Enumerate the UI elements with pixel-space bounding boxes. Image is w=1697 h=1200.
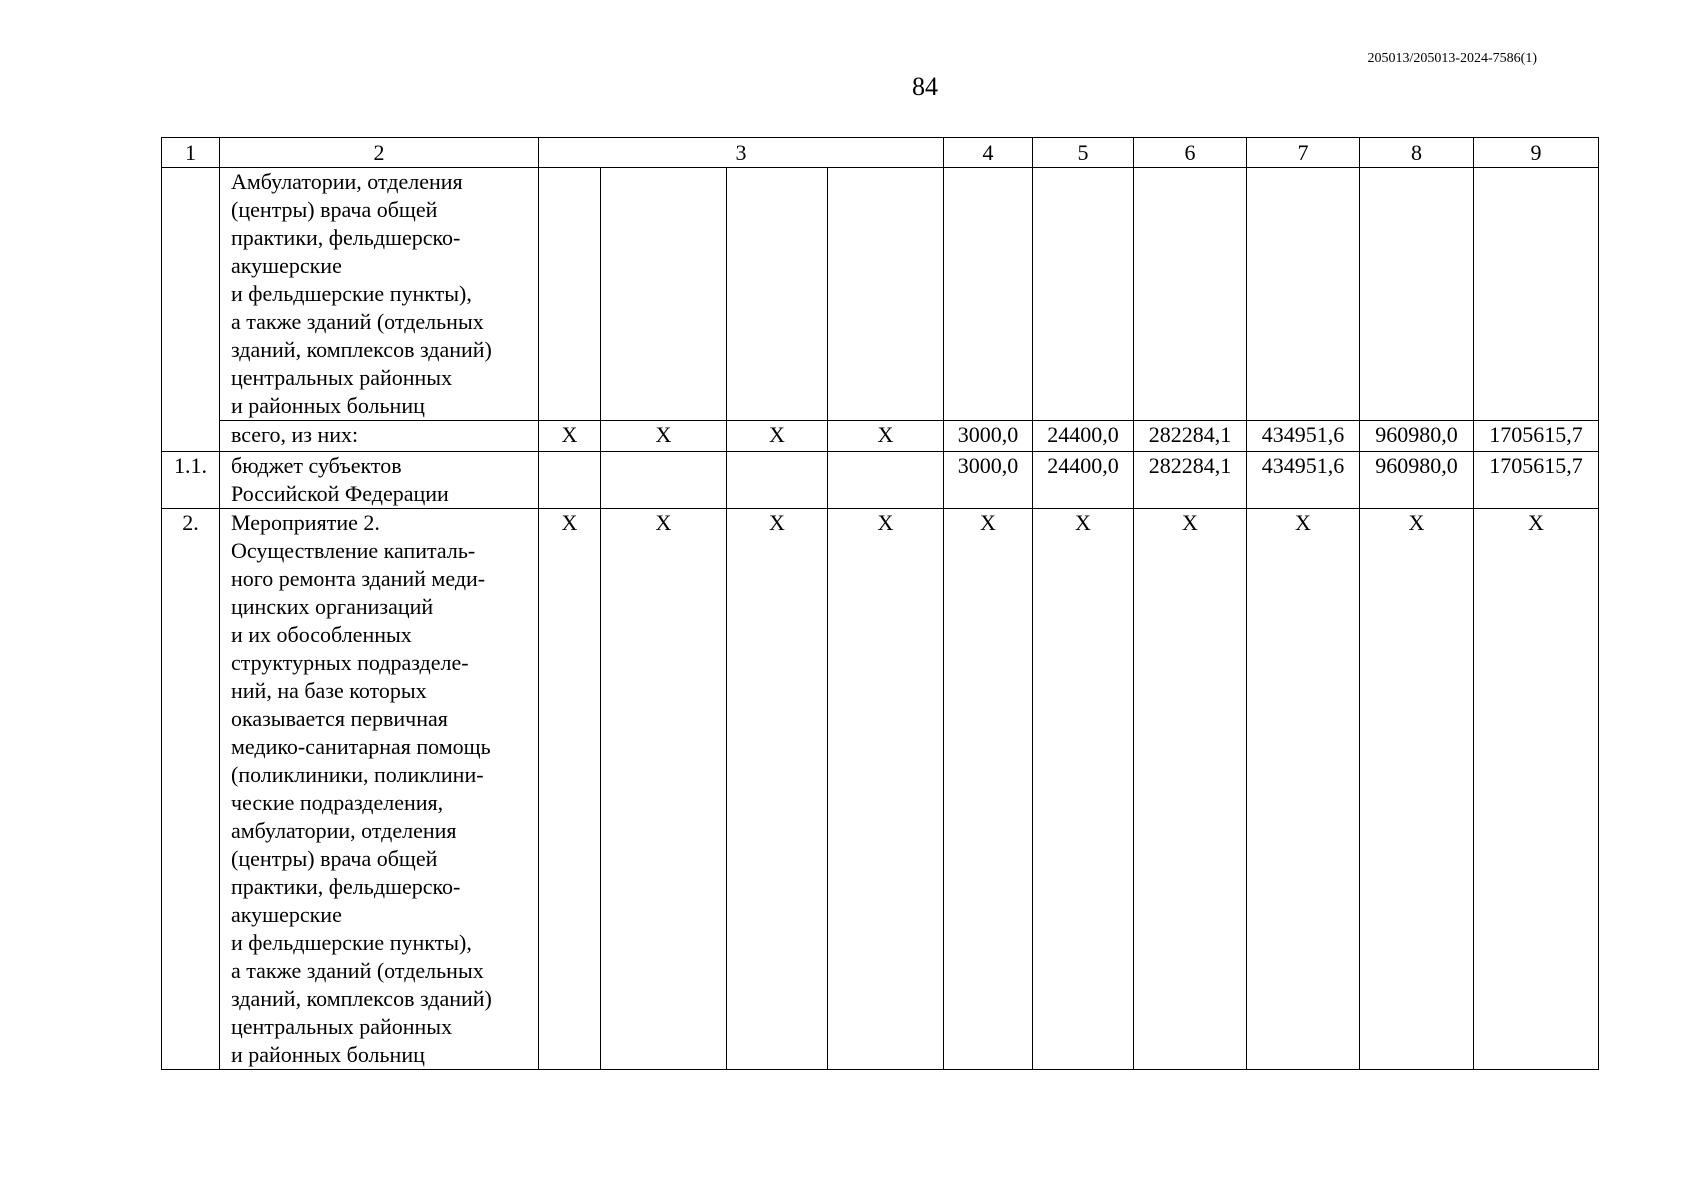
empty-cell (727, 168, 828, 421)
text-line: практики, фельдшерско- (231, 225, 461, 250)
text-line: и фельдшерские пункты), (231, 281, 472, 306)
empty-cell (1360, 168, 1474, 421)
text-line: ний, на базе которых (231, 678, 427, 703)
document-id: 205013/205013-2024-7586(1) (1367, 51, 1537, 66)
text-line: и районных больниц (231, 393, 425, 418)
x-cell: Х (828, 509, 944, 1070)
page-number: 84 (912, 72, 938, 101)
text-line: Амбулатории, отделения (231, 169, 463, 194)
x-cell: Х (1134, 509, 1247, 1070)
x-cell: Х (727, 421, 828, 452)
value-cell: 3000,0 (944, 421, 1033, 452)
text-line: и районных больниц (231, 1042, 425, 1067)
empty-cell (1247, 168, 1360, 421)
total-label: всего, из них: (220, 421, 539, 452)
text-line: а также зданий (отдельных (231, 309, 484, 334)
empty-cell (944, 168, 1033, 421)
text-line: и фельдшерские пункты), (231, 930, 472, 955)
column-header: 5 (1033, 138, 1134, 168)
x-cell: Х (1360, 509, 1474, 1070)
text-line: акушерские (231, 253, 342, 278)
text-line: и их обособленных (231, 622, 412, 647)
text-line: бюджет субъектов (231, 453, 402, 478)
table-row (162, 509, 1599, 1070)
empty-cell (828, 168, 944, 421)
value-cell: 1705615,7 (1474, 452, 1599, 509)
value-cell: 24400,0 (1033, 452, 1134, 509)
x-cell: Х (828, 421, 944, 452)
empty-cell (539, 168, 601, 421)
empty-cell (828, 452, 944, 509)
text-line: Российской Федерации (231, 481, 449, 506)
text-line: Мероприятие 2. (231, 510, 380, 535)
x-cell: Х (539, 421, 601, 452)
text-line: зданий, комплексов зданий) (231, 337, 492, 362)
text-line: Осуществление капиталь- (231, 538, 476, 563)
text-line: практики, фельдшерско- (231, 874, 461, 899)
text-line: центральных районных (231, 365, 453, 390)
x-cell: Х (944, 509, 1033, 1070)
value-cell: 434951,6 (1247, 421, 1360, 452)
column-header: 4 (944, 138, 1033, 168)
value-cell: 282284,1 (1134, 452, 1247, 509)
x-cell: Х (1033, 509, 1134, 1070)
text-line: (центры) врача общей (231, 197, 438, 222)
funding-table (161, 137, 1599, 1070)
value-cell: 282284,1 (1134, 421, 1247, 452)
text-line: амбулатории, отделения (231, 818, 457, 843)
x-cell: Х (727, 509, 828, 1070)
column-header: 6 (1134, 138, 1247, 168)
x-cell: Х (601, 509, 727, 1070)
text-line: акушерские (231, 902, 342, 927)
text-line: оказывается первичная (231, 706, 448, 731)
empty-cell (601, 168, 727, 421)
empty-cell (727, 452, 828, 509)
empty-cell (1033, 168, 1134, 421)
row-number-cell: 2. (162, 509, 220, 1070)
column-header: 3 (539, 138, 944, 168)
text-line: ческие подразделения, (231, 790, 444, 815)
text-line: а также зданий (отдельных (231, 958, 484, 983)
x-cell: Х (601, 421, 727, 452)
value-cell: 24400,0 (1033, 421, 1134, 452)
text-line: цинских организаций (231, 594, 434, 619)
text-line: ного ремонта зданий меди- (231, 566, 486, 591)
funding-source-cell (220, 452, 539, 509)
empty-cell (1134, 168, 1247, 421)
table-row-total (162, 421, 1599, 452)
empty-cell (1474, 168, 1599, 421)
x-cell: Х (539, 509, 601, 1070)
column-header: 1 (162, 138, 220, 168)
value-cell: 434951,6 (1247, 452, 1360, 509)
value-cell: 960980,0 (1360, 421, 1474, 452)
value-cell: 3000,0 (944, 452, 1033, 509)
table-row (162, 452, 1599, 509)
text-line: (центры) врача общей (231, 846, 438, 871)
text-line: структурных подразделе- (231, 650, 469, 675)
column-header: 7 (1247, 138, 1360, 168)
x-cell: Х (1474, 509, 1599, 1070)
empty-cell (539, 452, 601, 509)
row-number-cell: 1.1. (162, 452, 220, 509)
text-line: центральных районных (231, 1014, 453, 1039)
activity-description-cell (220, 168, 539, 421)
table-header-row (162, 138, 1599, 168)
column-header: 9 (1474, 138, 1599, 168)
column-header: 2 (220, 138, 539, 168)
activity-description-cell (220, 509, 539, 1070)
text-line: медико-санитарная помощь (231, 734, 491, 759)
table-row (162, 168, 1599, 421)
empty-cell (601, 452, 727, 509)
x-cell: Х (1247, 509, 1360, 1070)
value-cell: 960980,0 (1360, 452, 1474, 509)
row-number-cell (162, 168, 220, 452)
text-line: зданий, комплексов зданий) (231, 986, 492, 1011)
column-header: 8 (1360, 138, 1474, 168)
value-cell: 1705615,7 (1474, 421, 1599, 452)
text-line: (поликлиники, поликлини- (231, 762, 484, 787)
